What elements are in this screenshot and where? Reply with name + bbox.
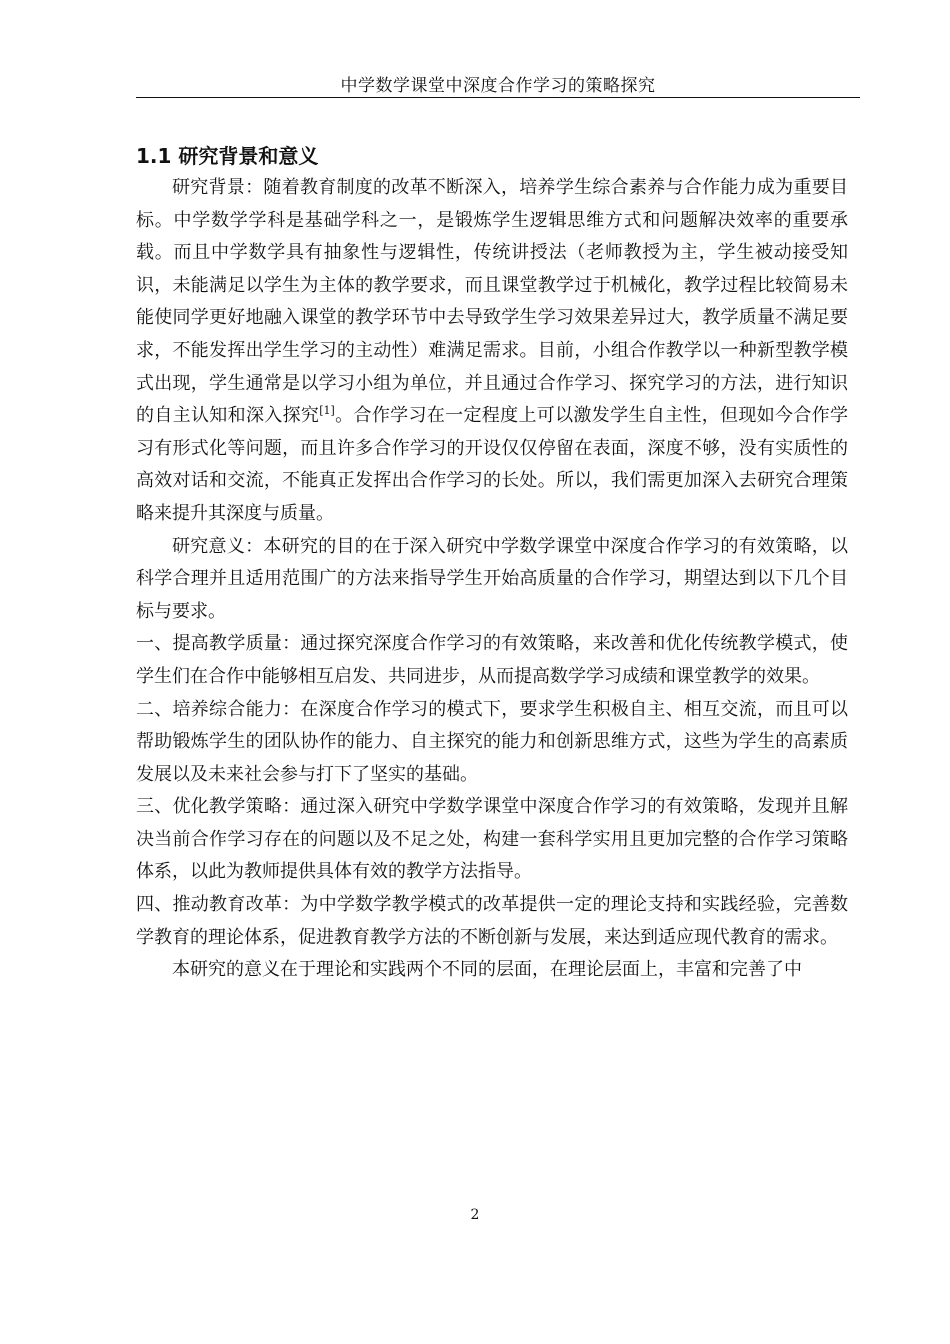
goal-item-2: 二、培养综合能力：在深度合作学习的模式下，要求学生积极自主、相互交流，而且可以帮助锻炼学生的团队协作的能力、自主探究的能力和创新思维方式，这些为学生的高素质发展以及未来社会参与打下了坚实的基础。 — [136, 698, 848, 785]
page-number: 2 — [470, 1207, 480, 1223]
header-divider — [136, 97, 860, 98]
goal-item-1: 一、提高教学质量：通过探究深度合作学习的有效策略，来改善和优化传统教学模式，使学生们在合作中能够相互启发、共同进步，从而提高数学学习成绩和课堂教学的效果。 — [136, 633, 848, 687]
page-header-title: 中学数学课堂中深度合作学习的策略探究 — [340, 76, 656, 96]
citation-ref: [1] — [319, 404, 335, 418]
goal-item-3: 三、优化教学策略：通过深入研究中学数学课堂中深度合作学习的有效策略，发现并且解决当前合作学习存在的问题以及不足之处，构建一套科学实用且更加完整的合作学习策略体系，以此为教师提供具体有效的教学方法指导。 — [136, 796, 848, 883]
background-text: 研究背景：随着教育制度的改革不断深入，培养学生综合素养与合作能力成为重要目标。中学数学学科是基础学科之一，是锻炼学生逻辑思维方式和问题解决效率的重要承载。而且中学数学具有抽象性与逻辑性，传统讲授法（老师教授为主，学生被动接受知识，未能满足以学生为主体的教学要求，而且课堂教学过于机械化，教学过程比较简易未能使同学更好地融入课堂的教学环节中去导致学生学习效果差异过大，教学质量不满足要求，不能发挥出学生学习的主动性）难满足需求。目前，小组合作教学以一种新型教学模式出现，学生通常是以学习小组为单位，并且通过合作学习、探究学习的方法，进行知识的自主认知和深入探究 — [136, 177, 848, 427]
section-heading: 1.1 研究背景和意义 — [136, 144, 319, 168]
body-text — [136, 172, 848, 987]
paragraph-background — [136, 172, 848, 531]
paragraph-closing: 本研究的意义在于理论和实践两个不同的层面，在理论层面上，丰富和完善了中 — [172, 959, 802, 981]
goal-item-4: 四、推动教育改革：为中学数学教学模式的改革提供一定的理论支持和实践经验，完善数学教育的理论体系，促进教育教学方法的不断创新与发展，来达到适应现代教育的需求。 — [136, 894, 848, 948]
paragraph-significance: 研究意义：本研究的目的在于深入研究中学数学课堂中深度合作学习的有效策略，以科学合理并且适用范围广的方法来指导学生开始高质量的合作学习，期望达到以下几个目标与要求。 — [136, 535, 848, 622]
background-text-continued: 。合作学习在一定程度上可以激发学生自主性，但现如今合作学习有形式化等问题，而且许多合作学习的开设仅仅停留在表面，深度不够，没有实质性的高效对话和交流，不能真正发挥出合作学习的长处。所以，我们需更加深入去研究合理策略来提升其深度与质量。 — [136, 405, 848, 524]
